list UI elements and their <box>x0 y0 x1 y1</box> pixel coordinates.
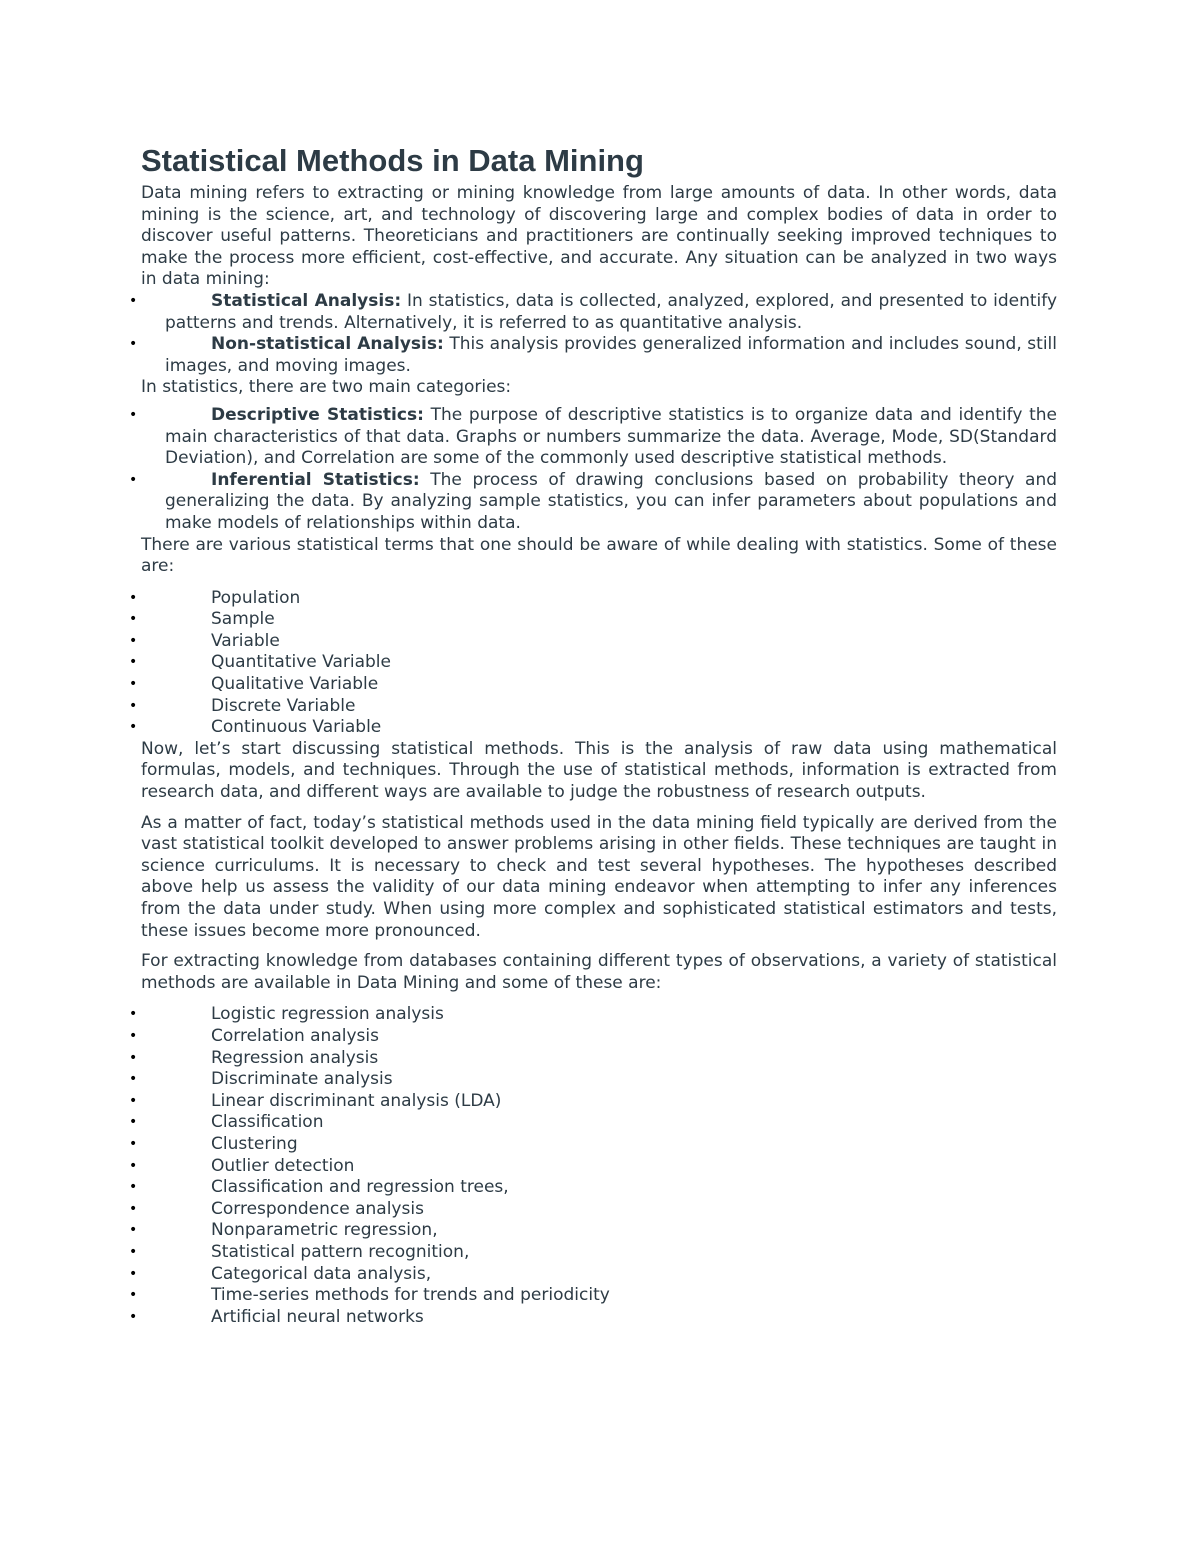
bullet-icon: • <box>129 1287 138 1304</box>
list-item <box>129 1220 1057 1242</box>
list-item-text: Classification <box>211 1112 324 1133</box>
list-item <box>129 1155 1057 1178</box>
bullet-icon: • <box>129 1222 138 1239</box>
list-item-text: Clustering <box>211 1133 298 1154</box>
list-item <box>129 1004 1057 1026</box>
bullet-icon: • <box>129 1308 138 1325</box>
list-item-text: The process of drawing conclusions based on probability theory and generalizing the data. By analyzing sample statistics, you can infer parameters about populations and make models of relationships within data. <box>165 469 1058 533</box>
list-item-text: The purpose of descriptive statistics is to organize data and identify the main characteristics of that data. Graphs or numbers summarize the data. Average, Mode, SD(Standard Deviation), and Correlation are some of the commonly used descriptive statistical methods. <box>165 404 1058 469</box>
bullet-icon: • <box>129 471 138 488</box>
list-item <box>129 1263 1057 1286</box>
list-item <box>129 717 1057 739</box>
list-item-text: Logistic regression analysis <box>211 1004 444 1025</box>
list-item-text: Linear discriminant analysis (LDA) <box>211 1090 502 1111</box>
list-item <box>129 1090 1057 1113</box>
methods-paragraph: Now, let’s start discussing statistical methods. This is the analysis of raw data using mathematical formulas, models, and techniques. Through the use of statistical methods, information is extracted from research data, and different ways are available to judge the robustness of research outputs. <box>141 738 1057 803</box>
bullet-icon: • <box>129 676 138 693</box>
bullet-icon: • <box>129 1200 138 1217</box>
list-item <box>129 630 1057 653</box>
bullet-icon: • <box>129 654 138 671</box>
list-item <box>129 587 1057 610</box>
bullet-icon: • <box>129 406 138 423</box>
list-item <box>129 1198 1057 1221</box>
list-item <box>129 290 1058 334</box>
list-item-term: Statistical Analysis: <box>211 290 402 311</box>
bullet-icon: • <box>129 336 138 353</box>
list-item <box>129 652 1057 674</box>
list-item <box>129 1133 1057 1156</box>
list-item <box>129 1025 1057 1048</box>
list-item <box>129 1285 1057 1307</box>
bullet-icon: • <box>129 611 138 628</box>
list-item-term: Inferential Statistics: <box>211 469 420 490</box>
list-item <box>129 1306 1057 1329</box>
list-item <box>129 404 1058 470</box>
list-item-text: Categorical data analysis, <box>211 1263 432 1284</box>
list-item <box>129 469 1058 535</box>
list-item <box>129 1069 1057 1091</box>
list-item-text: Nonparametric regression, <box>211 1220 438 1241</box>
list-item-text: Qualitative Variable <box>211 674 379 695</box>
list-item-text: Outlier detection <box>211 1155 355 1176</box>
list-item-term: Non-statistical Analysis: <box>211 334 444 355</box>
categories-list <box>129 404 1058 535</box>
list-item <box>129 1112 1057 1134</box>
bullet-icon: • <box>129 1243 138 1260</box>
terms-intro: There are various statistical terms that one should be aware of while dealing with statistics. Some of these are: <box>141 534 1057 577</box>
list-item-text: Classification and regression trees, <box>211 1177 509 1198</box>
page-title: Statistical Methods in Data Mining <box>141 143 644 178</box>
list-item-text: This analysis provides generalized information and includes sound, still images, and moving images. <box>165 334 1057 376</box>
bullet-icon: • <box>129 1027 138 1044</box>
list-item-text: Variable <box>211 630 280 651</box>
bullet-icon: • <box>129 1135 138 1152</box>
categories-intro: In statistics, there are two main categories: <box>141 377 512 398</box>
list-item-text: In statistics, data is collected, analyzed, explored, and presented to identify patterns and trends. Alternatively, it is referred to as quantitative analysis. <box>165 290 1058 333</box>
list-item-text: Correlation analysis <box>211 1025 379 1046</box>
document-page <box>129 140 1058 1328</box>
bullet-icon: • <box>129 589 138 606</box>
bullet-icon: • <box>129 719 138 736</box>
list-item-text: Correspondence analysis <box>211 1198 424 1219</box>
bullet-icon: • <box>129 697 138 714</box>
list-item <box>129 674 1057 696</box>
bullet-icon: • <box>129 1157 138 1174</box>
intro-paragraph: Data mining refers to extracting or mining knowledge from large amounts of data. In other words, data mining is the science, art, and technology of discovering large and complex bodies of data in order to discover useful patterns. Theoreticians and practitioners are continually seeking improved techniques to make the process more efficient, cost-effective, and accurate. Any situation can be analyzed in two ways in data mining: <box>141 183 1057 290</box>
list-item-text: Artificial neural networks <box>211 1306 424 1327</box>
bullet-icon: • <box>129 1114 138 1131</box>
list-item <box>129 1241 1057 1264</box>
list-item-term: Descriptive Statistics: <box>211 404 424 425</box>
bullet-icon: • <box>129 1006 138 1023</box>
list-item <box>129 1177 1057 1199</box>
list-item-text: Discrete Variable <box>211 695 356 716</box>
list-item-text: Time-series methods for trends and periodicity <box>211 1285 610 1306</box>
list-item <box>129 1047 1057 1070</box>
list-item-text: Regression analysis <box>211 1047 379 1068</box>
bullet-icon: • <box>129 292 138 309</box>
bullet-icon: • <box>129 1179 138 1196</box>
bullet-icon: • <box>129 1092 138 1109</box>
list-item <box>129 609 1057 631</box>
bullet-icon: • <box>129 1049 138 1066</box>
fact-paragraph: As a matter of fact, today’s statistical methods used in the data mining field typically are derived from the vast statistical toolkit developed to answer problems arising in other fields. These techniques are taught in science curriculums. It is necessary to check and test several hypotheses. The hypotheses described above help us assess the validity of our data mining endeavor when attempting to infer any inferences from the data under study. When using more complex and sophisticated statistical estimators and tests, these issues become more pronounced. <box>141 812 1057 941</box>
methods-list <box>129 1004 1057 1328</box>
list-item-text: Statistical pattern recognition, <box>211 1241 470 1262</box>
list-item-text: Quantitative Variable <box>211 652 391 673</box>
analysis-types-list <box>129 290 1058 377</box>
extract-paragraph: For extracting knowledge from databases containing different types of observations, a variety of statistical methods are available in Data Mining and some of these are: <box>141 951 1057 993</box>
bullet-icon: • <box>129 1265 138 1282</box>
bullet-icon: • <box>129 632 138 649</box>
list-item <box>129 334 1057 377</box>
list-item-text: Sample <box>211 609 275 630</box>
list-item-text: Population <box>211 587 301 608</box>
list-item <box>129 695 1057 718</box>
list-item-text: Continuous Variable <box>211 717 382 738</box>
bullet-icon: • <box>129 1071 138 1088</box>
list-item-text: Discriminate analysis <box>211 1069 393 1090</box>
terms-list <box>129 587 1057 739</box>
